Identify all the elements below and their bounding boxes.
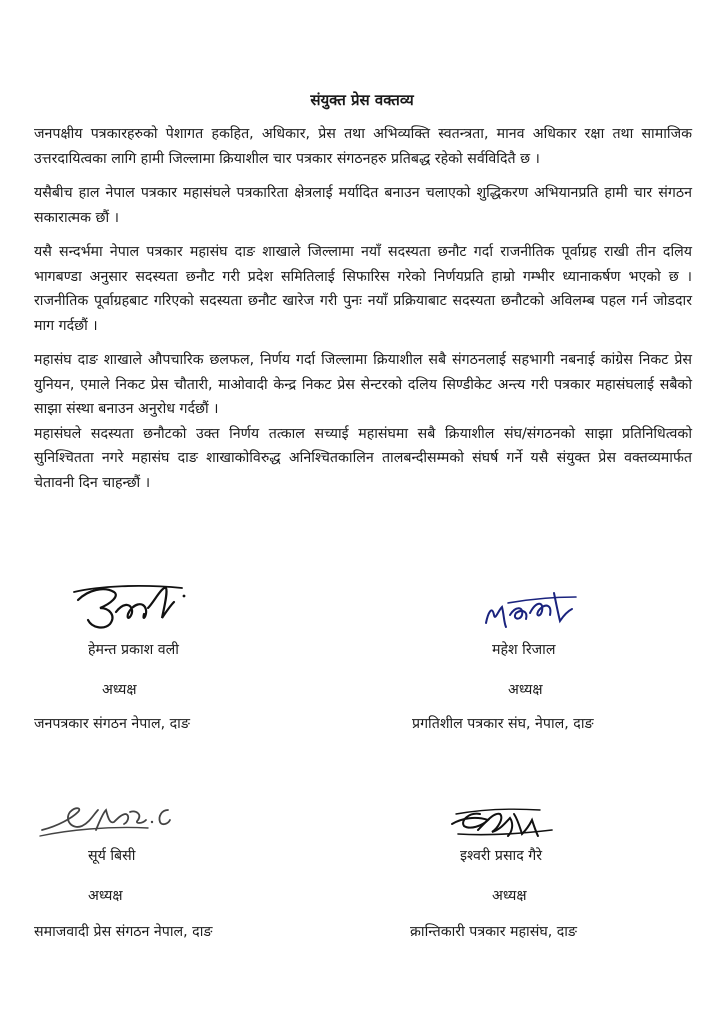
signatory-name: महेश रिजाल xyxy=(492,642,556,658)
paragraph-5: महासंघले सदस्यता छनौटको उक्त निर्णय तत्काल सच्याई महासंघमा सबै क्रियाशील संघ/संगठनको साझा प्रतिनिधित्वको सुनिश्चितता नगरे महासंघ दाङ शाखाकोविरुद्ध अनिश्चितकालिन तालबन्दीसम्मको संघर्ष गर्ने यसै संयुक्त प्रेस वक्तव्यमार्फत चेतावनी दिन चाहन्छौं । xyxy=(34,425,692,491)
signatory-name: सूर्य बिसी xyxy=(88,848,136,864)
signatory-role: अध्यक्ष xyxy=(492,888,527,904)
document-title: संयुक्त प्रेस वक्तव्य xyxy=(310,91,414,109)
handwritten-signature-3 xyxy=(38,800,188,845)
paragraph-3: यसै सन्दर्भमा नेपाल पत्रकार महासंघ दाङ शाखाले जिल्लामा नयाँ सदस्यता छनौट गर्दा राजनीतिक पूर्वाग्रह राखी तीन दलिय भागबण्डा अनुसार सदस्यता छनौट गरी प्रदेश समितिलाई सिफारिस गरेको निर्णयप्रति हाम्रो गम्भीर ध्यानाकर्षण भएको छ । राजनीतिक पूर्वाग्रहबाट गरिएको सदस्यता छनौट खारेज गरी पुनः नयाँ प्रक्रियाबाट सदस्यता छनौटको अविलम्ब पहल गर्न जोडदार माग गर्दछौं । xyxy=(34,244,692,334)
handwritten-signature-4 xyxy=(448,800,558,845)
paragraph-4: महासंघ दाङ शाखाले औपचारिक छलफल, निर्णय गर्दा जिल्लामा क्रियाशील सबै संगठनलाई सहभागी नबनाई कांग्रेस निकट प्रेस युनियन, एमाले निकट प्रेस चौतारी, माओवादी केन्द्र निकट प्रेस सेन्टरको दलिय सिण्डीकेट अन्त्य गरी पत्रकार महासंघलाई सबैको साझा संस्था बनाउन अनुरोध गर्दछौं । xyxy=(34,352,692,417)
handwritten-signature-2 xyxy=(480,585,580,640)
paragraph-1: जनपक्षीय पत्रकारहरुको पेशागत हकहित, अधिकार, प्रेस तथा अभिव्यक्ति स्वतन्त्रता, मानव अधिकार रक्षा तथा सामाजिक उत्तरदायित्वका लागि हामी जिल्लामा क्रियाशील चार पत्रकार संगठनहरु प्रतिबद्ध रहेको सर्वविदितै छ । xyxy=(34,126,692,167)
handwritten-signature-1 xyxy=(70,578,190,638)
signatory-name: इश्वरी प्रसाद गैरे xyxy=(460,848,543,864)
signatory-role: अध्यक्ष xyxy=(88,888,123,904)
signatory-name: हेमन्त प्रकाश वली xyxy=(88,642,179,658)
signatory-organization: समाजवादी प्रेस संगठन नेपाल, दाङ xyxy=(34,924,213,940)
signatory-role: अध्यक्ष xyxy=(508,682,543,698)
statement-body xyxy=(34,122,692,505)
paragraph-2: यसैबीच हाल नेपाल पत्रकार महासंघले पत्रकारिता क्षेत्रलाई मर्यादित बनाउन चलाएको शुद्धिकरण अभियानप्रति हामी चार संगठन सकारात्मक छौं । xyxy=(34,185,692,226)
signatory-organization: प्रगतिशील पत्रकार संघ, नेपाल, दाङ xyxy=(412,716,594,732)
signatory-organization: क्रान्तिकारी पत्रकार महासंघ, दाङ xyxy=(410,924,577,940)
signatory-role: अध्यक्ष xyxy=(102,682,137,698)
signatory-organization: जनपत्रकार संगठन नेपाल, दाङ xyxy=(34,716,190,732)
